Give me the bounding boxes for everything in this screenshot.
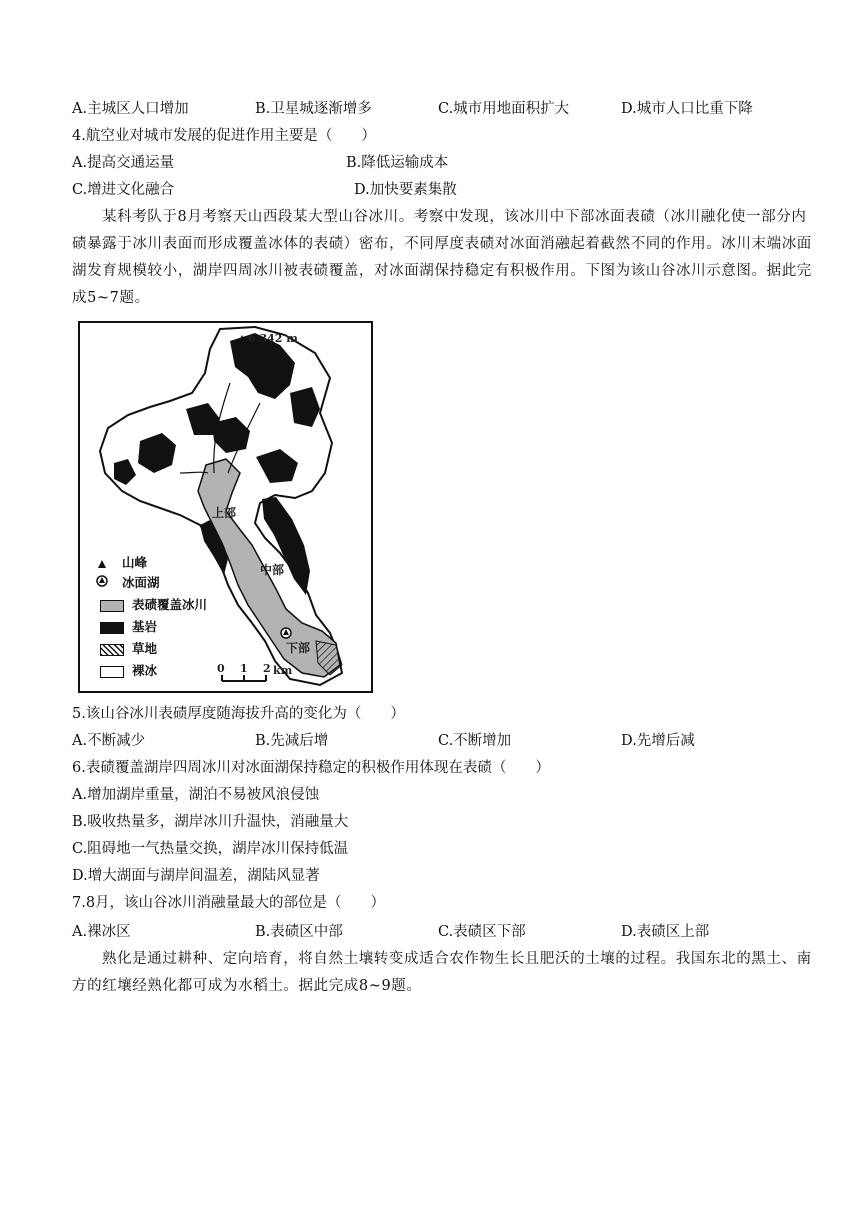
q7-option-c: C.表碛区下部: [438, 924, 526, 940]
scale-unit: km: [273, 664, 293, 677]
middle-section-label: 中部: [260, 563, 285, 577]
legend-debris: 表碛覆盖冰川: [100, 597, 207, 613]
q7-option-a: A.裸冰区: [72, 924, 131, 940]
debris-swatch: [100, 600, 124, 612]
q4-option-a: A.提高交通运量: [72, 155, 175, 171]
lower-section-label: 下部: [286, 641, 311, 655]
glacier-map: [78, 321, 373, 693]
legend-bare-ice: 裸冰: [100, 663, 157, 679]
q3-option-c: C.城市用地面积扩大: [438, 101, 570, 117]
grassland-swatch: [100, 644, 124, 656]
q4-option-c: C.增进文化融合: [72, 182, 175, 198]
q4-option-d: D.加快要素集散: [354, 182, 457, 198]
q7-stem: 7.8月，该山谷冰川消融量最大的部位是（ ）: [72, 895, 386, 911]
peak-elevation-label: 6 342 m: [248, 332, 298, 345]
q5-option-d: D.先增后减: [621, 733, 695, 749]
q6-option-a: A.增加湖岸重量，湖泊不易被风浪侵蚀: [72, 787, 320, 803]
q7-option-d: D.表碛区上部: [621, 924, 710, 940]
legend-grassland: 草地: [100, 641, 157, 657]
legend-lake: 冰面湖: [122, 575, 160, 590]
q6-option-b: B.吸收热量多，湖岸冰川升温快，消融量大: [72, 814, 349, 830]
q4-stem: 4.航空业对城市发展的促进作用主要是（ ）: [72, 128, 376, 144]
glacier-passage: 某科考队于8月考察天山西段某大型山谷冰川。考察中发现，该冰川中下部冰面表碛（冰川融化使一部分内碛暴露于冰川表面而形成覆盖冰体的表碛）密布，不同厚度表碛对冰面消融起着截然不同的作用。冰川末端冰面湖发育规模较小，湖岸四周冰川被表碛覆盖，对冰面湖保持稳定有积极作用。下图为该山谷冰川示意图。据此完成5~7题。: [72, 209, 812, 306]
q5-option-c: C.不断增加: [438, 733, 512, 749]
q3-option-a: A.主城区人口增加: [72, 101, 189, 117]
scale-tick-0: 0: [217, 662, 225, 675]
upper-section-label: 上部: [212, 506, 237, 520]
scale-tick-2: 2: [263, 662, 271, 675]
q6-option-c: C.阻碍地一气热量交换，湖岸冰川保持低温: [72, 841, 349, 857]
soil-passage: 熟化是通过耕种、定向培育，将自然土壤转变成适合农作物生长且肥沃的土壤的过程。我国东北的黑土、南方的红壤经熟化都可成为水稻土。据此完成8~9题。: [72, 951, 812, 994]
q3-option-d: D.城市人口比重下降: [621, 101, 753, 117]
bare-ice-swatch: [100, 666, 124, 678]
scale-tick-1: 1: [240, 662, 248, 675]
legend-bedrock: 基岩: [100, 619, 157, 635]
q4-option-b: B.降低运输成本: [346, 155, 449, 171]
bedrock-swatch: [100, 622, 124, 634]
q5-option-b: B.先减后增: [255, 733, 329, 749]
q5-option-a: A.不断减少: [72, 733, 146, 749]
q6-option-d: D.增大湖面与湖岸间温差，湖陆风显著: [72, 868, 320, 884]
q5-stem: 5.该山谷冰川表碛厚度随海拔升高的变化为（ ）: [72, 706, 405, 722]
q3-option-b: B.卫星城逐渐增多: [255, 101, 372, 117]
scale-bar: [222, 675, 266, 681]
q6-stem: 6.表碛覆盖湖岸四周冰川对冰面湖保持稳定的积极作用体现在表碛（ ）: [72, 760, 550, 776]
legend-peak: 山峰: [122, 555, 148, 570]
q7-option-b: B.表碛区中部: [255, 924, 343, 940]
